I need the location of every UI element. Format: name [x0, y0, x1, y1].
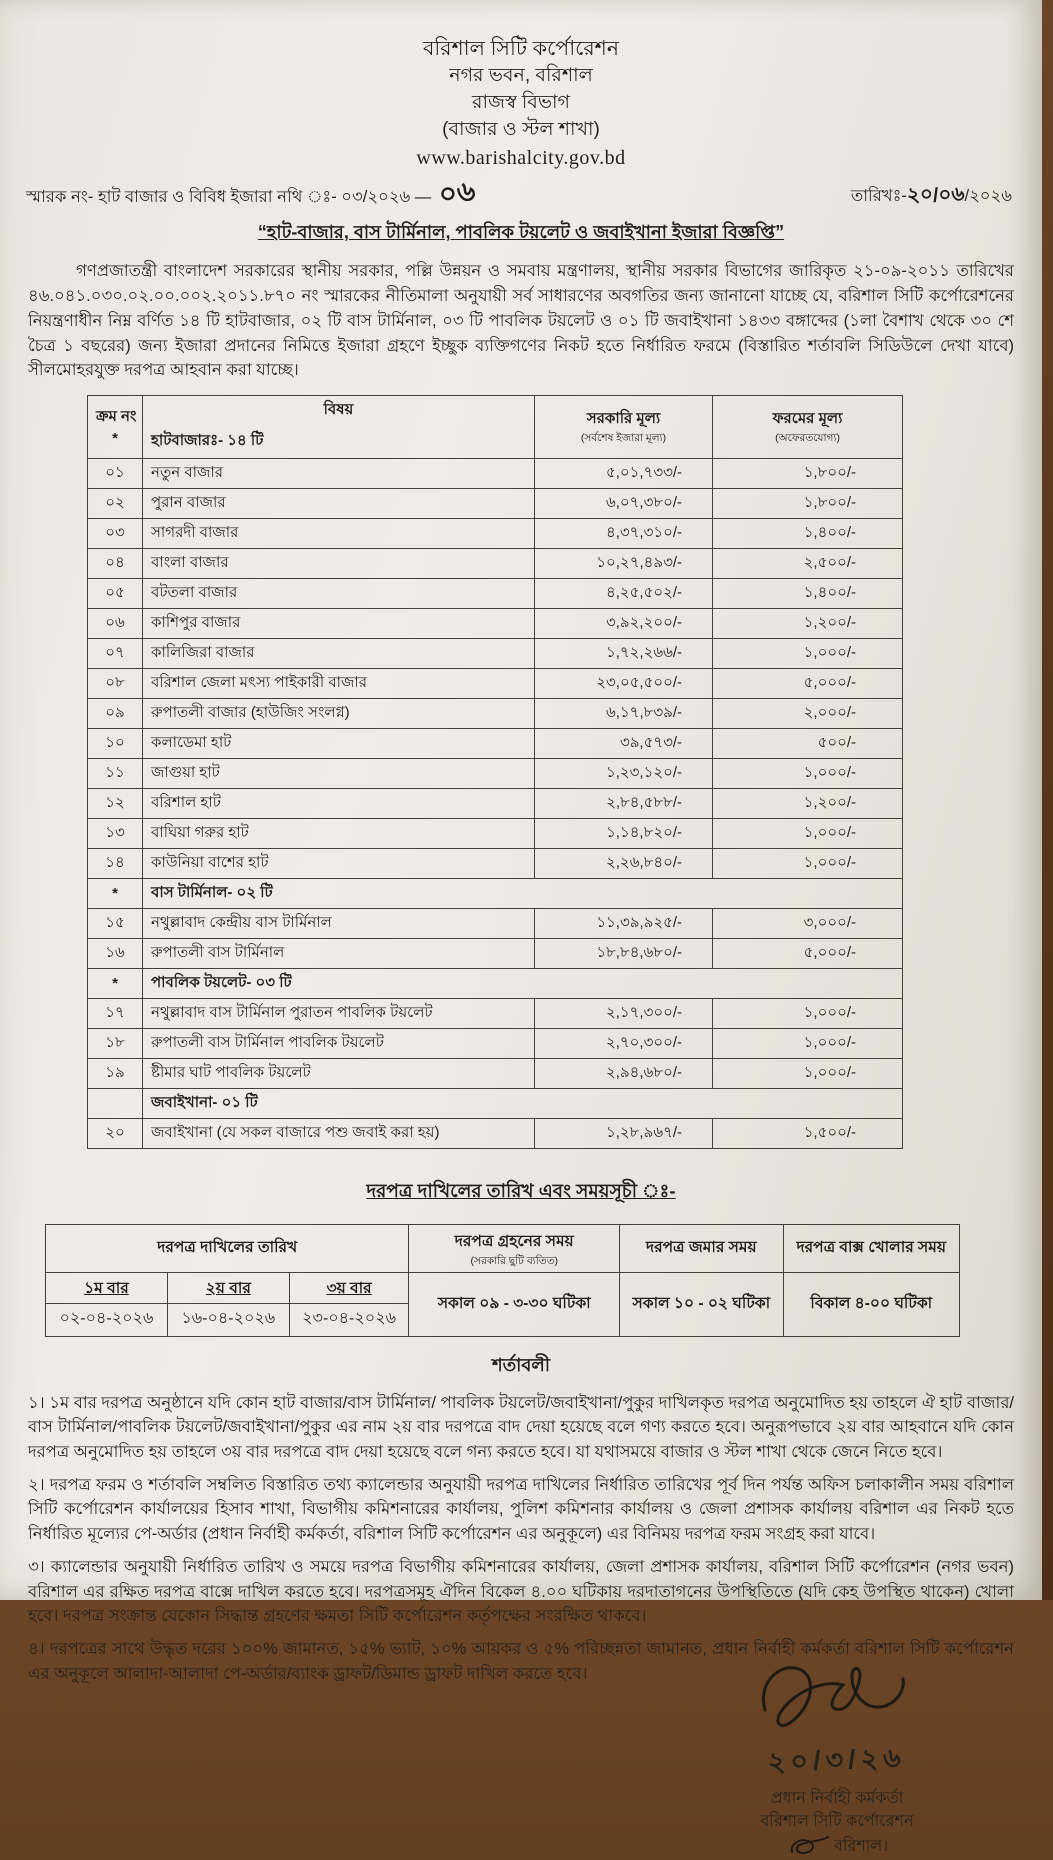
form-price-cell: ২,৫০০/-	[713, 549, 903, 579]
conditions-title: শর্তাবলী	[492, 1354, 550, 1375]
document-header	[0, 0, 1042, 172]
lease-row	[88, 939, 903, 969]
item-name-cell: কালিজিরা বাজার	[143, 639, 535, 669]
govt-price-cell: ২,২৬,৮৪০/-	[535, 849, 713, 879]
govt-price-cell: ১,৭২,২৬৬/-	[535, 639, 713, 669]
item-name-cell: কাউনিয়া বাশের হাট	[143, 849, 535, 879]
form-price-cell: ৩,০০০/-	[713, 909, 903, 939]
lease-row	[88, 459, 903, 489]
form-price-cell: ১,০০০/-	[713, 819, 903, 849]
serial-cell: *	[88, 969, 143, 999]
header-subject: বিষয়	[323, 401, 354, 419]
item-name-cell: জবাইখানা (যে সকল বাজারে পশু জবাই করা হয়)	[143, 1119, 535, 1149]
lease-table	[87, 395, 903, 1149]
form-price-cell: ১,০০০/-	[713, 759, 903, 789]
memo-date: তারিখঃ-২০/০৬/২০২৬	[851, 180, 1012, 213]
org-name: বরিশাল সিটি কর্পোরেশন	[422, 37, 620, 60]
item-name-cell: বাংলা বাজার	[143, 549, 535, 579]
form-price-cell: ১,০০০/-	[713, 999, 903, 1029]
org-division: রাজস্ব বিভাগ	[472, 92, 570, 114]
lease-row	[88, 789, 903, 819]
serial-cell: ১৭	[88, 999, 143, 1029]
form-price-cell: ১,৪০০/-	[713, 579, 903, 609]
form-price-cell: ১,০০০/-	[713, 849, 903, 879]
signature-icon	[737, 1650, 937, 1746]
serial-cell: ১৯	[88, 1059, 143, 1089]
govt-price-cell: ৩৯,৫৭৩/-	[535, 729, 713, 759]
schedule-title: দরপত্র দাখিলের তারিখ এবং সময়সূচী ঃ-	[366, 1180, 676, 1202]
serial-cell: *	[88, 879, 143, 909]
lease-row	[88, 909, 903, 939]
govt-price-cell: ২,১৭,৩০০/-	[535, 999, 713, 1029]
govt-price-cell: ২৩,০৫,৫০০/-	[535, 669, 713, 699]
govt-price-cell: ২,৮৪,৫৮৮/-	[535, 789, 713, 819]
item-name-cell: বরিশাল জেলা মৎস্য পাইকারী বাজার	[143, 669, 535, 699]
header-serial: ক্রম নং	[96, 408, 137, 426]
form-price-cell: ৫০০/-	[713, 729, 903, 759]
serial-cell: ০৪	[88, 549, 143, 579]
schedule-open-header: দরপত্র বাক্স খোলার সময়	[783, 1225, 959, 1273]
memo-row	[0, 172, 1042, 218]
condition-item: ১। ১ম বার দরপত্র অনুষ্ঠানে যদি কোন হাট বাজার/বাস টার্মিনাল/ পাবলিক টয়লেট/জবাইখানা/পুকুর দাখিলকৃত দরপত্র অনুমোদিত হয় তাহলে ঐ হাট বাজার/বাস টার্মিনাল/পাবলিক টয়লেট/জবাইখানা/পুকুর এর নাম ২য় বার দরপত্রে বাদ দেয়া হয়েছে বলে গণ্য করতে হবে। অনুরূপভাবে ২য় বার আহবানে যদি কোন দরপত্র অনুমোদিত হয় তাহলে ৩য় বার দরপত্রে বাদ দেয়া হয়েছে বলে গন্য করতে হবে। যা যথাসময়ে বাজার ও স্টল শাখা থেকে জেনে নিতে হবে।	[28, 1393, 1014, 1461]
form-price-cell: ১,০০০/-	[713, 1059, 903, 1089]
lease-row	[88, 699, 903, 729]
lease-row	[88, 729, 903, 759]
item-name-cell: বাঘিয়া গরুর হাট	[143, 819, 535, 849]
govt-price-cell: ৪,৩৭,৩১০/-	[535, 519, 713, 549]
lease-row	[88, 579, 903, 609]
round-2-label: ২য় বার	[167, 1272, 289, 1303]
item-name-cell: কাশিপুর বাজার	[143, 609, 535, 639]
signatory-place-row	[712, 1834, 962, 1860]
open-time: বিকাল ৪-০০ ঘটিকা	[783, 1272, 959, 1336]
date-month-handwritten: /০৬	[932, 183, 965, 208]
schedule-submission-header: দরপত্র দাখিলের তারিখ	[46, 1225, 409, 1273]
section-name-cell: জবাইখানা- ০১ টি	[143, 1089, 903, 1119]
serial-cell: ১০	[88, 729, 143, 759]
condition-item: ৪। দরপত্রের সাথে উদ্ধৃত দরের ১০০% জামানত, ১৫% ভ্যাট, ১০% আয়কর ও ৫% পরিচ্ছন্নতা জামানত, প্রধান নির্বাহী কর্মকর্তা বরিশাল সিটি কর্পোরেশন এর অনুকূলে আলাদা-আলাদা পে-অর্ডার/ব্যাংক ড্রাফট/ডিমান্ড ড্রাফট দাখিল করতে হবে।	[28, 1640, 1014, 1683]
item-name-cell: রুপাতলী বাজার (হাউজিং সংলগ্ন)	[143, 699, 535, 729]
serial-cell: ১৫	[88, 909, 143, 939]
conditions-list	[0, 1391, 1042, 1686]
lease-row	[88, 759, 903, 789]
item-name-cell: বটতলা বাজার	[143, 579, 535, 609]
lease-row	[88, 609, 903, 639]
serial-cell: ০৩	[88, 519, 143, 549]
lease-section-row	[88, 1089, 903, 1119]
item-name-cell: নথুল্লাবাদ বাস টার্মিনাল পুরাতন পাবলিক টয়লেট	[143, 999, 535, 1029]
serial-cell	[88, 1089, 143, 1119]
govt-price-cell: ১১,৩৯,৯২৫/-	[535, 909, 713, 939]
schedule-receive-sub: (সরকারি ছুটি ব্যতিত)	[470, 1255, 558, 1268]
item-name-cell: নথুল্লাবাদ কেন্দ্রীয় বাস টার্মিনাল	[143, 909, 535, 939]
form-price-cell: ৫,০০০/-	[713, 669, 903, 699]
signatory-place: বরিশাল।	[833, 1838, 889, 1855]
lease-row	[88, 819, 903, 849]
lease-row	[88, 849, 903, 879]
form-price-cell: ১,০০০/-	[713, 1029, 903, 1059]
round-3-label: ৩য় বার	[289, 1272, 409, 1303]
schedule-receive-header: দরপত্র গ্রহনের সময়	[454, 1233, 574, 1251]
serial-cell: ১১	[88, 759, 143, 789]
form-price-cell: ৫,০০০/-	[713, 939, 903, 969]
form-price-cell: ১,৫০০/-	[713, 1119, 903, 1149]
lease-section-row	[88, 879, 903, 909]
item-name-cell: রুপাতলী বাস টার্মিনাল পাবলিক টয়লেট	[143, 1029, 535, 1059]
document-title: “হাট-বাজার, বাস টার্মিনাল, পাবলিক টয়লেট ও জবাইখানা ইজারা বিজ্ঞপ্তি”	[257, 222, 785, 243]
serial-cell: ০৭	[88, 639, 143, 669]
serial-cell: ১২	[88, 789, 143, 819]
org-section: (বাজার ও স্টল শাখা)	[442, 119, 600, 141]
item-name-cell: জাগুয়া হাট	[143, 759, 535, 789]
serial-cell: ০৮	[88, 669, 143, 699]
lease-row	[88, 639, 903, 669]
form-price-cell: ১,৪০০/-	[713, 519, 903, 549]
serial-cell: ০৬	[88, 609, 143, 639]
header-form-price-sub: (অফেরতযোগ্য)	[775, 432, 840, 445]
govt-price-cell: ১৮,৮৪,৬৮০/-	[535, 939, 713, 969]
round-2-date: ১৬-০৪-২০২৬	[167, 1303, 289, 1336]
header-form-price: ফরমের মূল্য	[772, 410, 843, 428]
lease-row	[88, 669, 903, 699]
serial-cell: ১৬	[88, 939, 143, 969]
serial-cell: ২০	[88, 1119, 143, 1149]
govt-price-cell: ২,৯৪,৬৮০/-	[535, 1059, 713, 1089]
header-govt-price: সরকারি মূল্য	[586, 410, 661, 428]
item-name-cell: কলাডেমা হাট	[143, 729, 535, 759]
condition-item: ২। দরপত্র ফরম ও শর্তাবলি সম্বলিত বিস্তারিত তথ্য ক্যালেন্ডার অনুযায়ী দরপত্র দাখিলের নির্ধারিত তারিখের পূর্ব দিন পর্যন্ত অফিস চলাকালীন সময় বরিশাল সিটি কর্পোরেশন কার্যালয়ের হিসাব শাখা, বিভাগীয় কমিশনারের কার্যালয়, পুলিশ কমিশনার কার্যালয় ও জেলা প্রশাসক কার্যালয় বরিশাল এর নিকট হতে নির্ধারিত মূল্যের পে-অর্ডার (প্রধান নির্বাহী কর্মকর্তা, বরিশাল সিটি কর্পোরেশন এর অনুকূলে) এর বিনিময় দরপত্র ফরম সংগ্রহ করা যাবে।	[28, 1475, 1014, 1543]
govt-price-cell: ২,৭০,৩০০/-	[535, 1029, 713, 1059]
date-day-handwritten: ২০	[906, 183, 934, 208]
stamp-scribble-icon	[786, 1834, 830, 1860]
receive-time: সকাল ০৯ - ৩-৩০ ঘটিকা	[409, 1272, 620, 1336]
round-3-date: ২৩-০৪-২০২৬	[289, 1303, 409, 1336]
govt-price-cell: ১,১৪,৮২০/-	[535, 819, 713, 849]
serial-cell: ০৫	[88, 579, 143, 609]
form-price-cell: ১,২০০/-	[713, 609, 903, 639]
website-text: www.barishalcity.gov.bd	[416, 147, 626, 170]
item-name-cell: পুরান বাজার	[143, 489, 535, 519]
memo-number-handwritten: ০৬	[437, 175, 478, 211]
serial-cell: ১৮	[88, 1029, 143, 1059]
intro-paragraph: গণপ্রজাতন্ত্রী বাংলাদেশ সরকারের স্থানীয় সরকার, পল্লি উন্নয়ন ও সমবায় মন্ত্রণালয়, স্থানীয় সরকার বিভাগের জারিকৃত ২১-০৯-২০১১ তারিখের ৪৬.০৪১.০৩০.০২.০০.০০২.২০১১.৮৭০ নং স্মারকের নীতিমালা অনুযায়ী সর্ব সাধারণের অবগতির জন্য জানানো যাচ্ছে যে, বরিশাল সিটি কর্পোরেশনের নিয়ন্ত্রণাধীন নিম্ন বর্ণিত ১৪ টি হাটবাজার, ০২ টি বাস টার্মিনাল, ০৩ টি পাবলিক টয়লেট ও ০১ টি জবাইখানা ১৪৩৩ বঙ্গাব্দের (১লা বৈশাখ থেকে ৩০ শে চৈত্র ১ বছরের) জন্য ইজারা প্রদানের নিমিত্তে ইজারা গ্রহণে ইচ্ছুক ব্যক্তিগণের নিকট হতে নির্ধারিত ফরমে (বিস্তারিত শর্তাবলি সিডিউলে দেখা যাবে) সীলমোহরযুক্ত দরপত্র আহবান করা যাচ্ছে।	[28, 262, 1014, 380]
lease-row	[88, 999, 903, 1029]
serial-cell: ০২	[88, 489, 143, 519]
memo-number: স্মারক নং- হাট বাজার ও বিবিধ ইজারা নথি ঃ- ০৩/২০২৬ — ০৬	[26, 180, 476, 218]
signature-date-handwritten: ২০/৩/২৬	[767, 1742, 907, 1778]
lease-row	[88, 1059, 903, 1089]
round-1-date: ০২-০৪-২০২৬	[46, 1303, 168, 1336]
condition-item: ৩। ক্যালেন্ডার অনুযায়ী নির্ধারিত তারিখ ও সময়ে দরপত্র বিভাগীয় কমিশনারের কার্যালয়, জেলা প্রশাসক কার্যালয়, বরিশাল সিটি কর্পোরেশন (নগর ভবন) বরিশাল এর রক্ষিত দরপত্র বাক্সে দাখিল করতে হবে। দরপত্রসমূহ ঐদিন বিকেল ৪.০০ ঘটিকায় দরদাতাগনের উপস্থিতিতে (যদি কেহ উপস্থিত থাকেন) খোলা হবে। দরপত্র সংক্রান্ত যেকোন সিদ্ধান্ত গ্রহণের ক্ষমতা সিটি কর্পোরেশন কর্তৃপক্ষের সংরক্ষিত থাকবে।	[28, 1558, 1014, 1625]
lease-table-header-row	[88, 396, 903, 459]
signatory-org: বরিশাল সিটি কর্পোরেশন	[760, 1813, 914, 1831]
org-address: নগর ভবন, বরিশাল	[449, 65, 593, 87]
schedule-table	[45, 1224, 960, 1337]
round-1-label: ১ম বার	[46, 1272, 168, 1303]
signatory-designation: প্রধান নির্বাহী কর্মকর্তা	[770, 1790, 904, 1808]
form-price-cell: ১,২০০/-	[713, 789, 903, 819]
govt-price-cell: ১০,২৭,৪৯৩/-	[535, 549, 713, 579]
schedule-deposit-header: দরপত্র জমার সময়	[620, 1225, 784, 1273]
lease-row	[88, 1029, 903, 1059]
lease-row	[88, 519, 903, 549]
serial-cell: ১৪	[88, 849, 143, 879]
form-price-cell: ১,৮০০/-	[713, 459, 903, 489]
form-price-cell: ২,০০০/-	[713, 699, 903, 729]
section-name-cell: বাস টার্মিনাল- ০২ টি	[143, 879, 903, 909]
govt-price-cell: ১,২৩,১২০/-	[535, 759, 713, 789]
header-subject-subtitle: হাটবাজারঃ- ১৪ টি	[151, 432, 264, 450]
item-name-cell: সাগরদী বাজার	[143, 519, 535, 549]
header-serial-star: *	[112, 430, 118, 448]
item-name-cell: ষ্টীমার ঘাট পাবলিক টয়লেট	[143, 1059, 535, 1089]
govt-price-cell: ৬,০৭,৩৮০/-	[535, 489, 713, 519]
serial-cell: ০৯	[88, 699, 143, 729]
lease-row	[88, 1119, 903, 1149]
lease-row	[88, 549, 903, 579]
govt-price-cell: ১,২৮,৯৬৭/-	[535, 1119, 713, 1149]
deposit-time: সকাল ১০ - ০২ ঘটিকা	[620, 1272, 784, 1336]
lease-table-body	[88, 459, 903, 1149]
serial-cell: ১৩	[88, 819, 143, 849]
govt-price-cell: ৫,০১,৭৩৩/-	[535, 459, 713, 489]
header-govt-price-sub: (সর্বশেষ ইজারা মূল্য)	[580, 432, 667, 445]
govt-price-cell: ৬,১৭,৮৩৯/-	[535, 699, 713, 729]
section-name-cell: পাবলিক টয়লেট- ০৩ টি	[143, 969, 903, 999]
lease-row	[88, 489, 903, 519]
form-price-cell: ১,৮০০/-	[713, 489, 903, 519]
govt-price-cell: ৩,৯২,২০০/-	[535, 609, 713, 639]
item-name-cell: নতুন বাজার	[143, 459, 535, 489]
signature-block	[712, 1650, 962, 1859]
govt-price-cell: ৪,২৫,৫০২/-	[535, 579, 713, 609]
item-name-cell: রুপাতলী বাস টার্মিনাল	[143, 939, 535, 969]
item-name-cell: বরিশাল হাট	[143, 789, 535, 819]
serial-cell: ০১	[88, 459, 143, 489]
lease-section-row	[88, 969, 903, 999]
form-price-cell: ১,০০০/-	[713, 639, 903, 669]
